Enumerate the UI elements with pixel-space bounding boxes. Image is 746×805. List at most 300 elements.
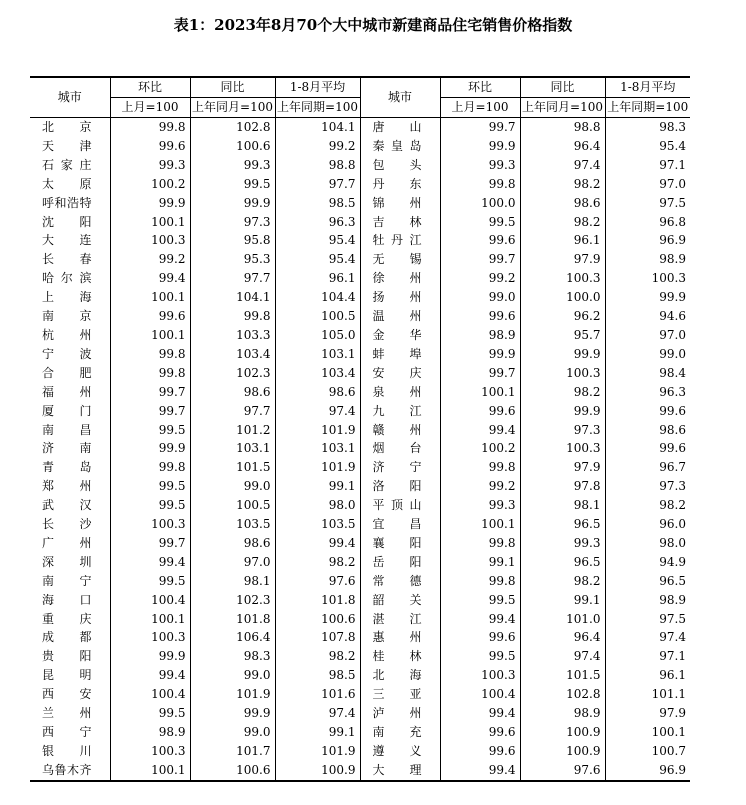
mom-value-right: 99.2 bbox=[440, 269, 520, 288]
avg-value-left: 99.4 bbox=[275, 534, 360, 553]
mom-value-right: 99.8 bbox=[440, 458, 520, 477]
city-name-left: 青岛 bbox=[42, 460, 92, 475]
city-name-right: 襄阳 bbox=[360, 534, 440, 553]
yoy-value-right: 102.8 bbox=[520, 685, 605, 704]
table-row bbox=[30, 213, 690, 232]
city-name-left: 沈阳 bbox=[42, 214, 92, 229]
avg-value-right: 98.2 bbox=[605, 496, 690, 515]
yoy-value-right: 100.0 bbox=[520, 288, 605, 307]
table-row bbox=[30, 402, 690, 421]
city-name-right: 泸州 bbox=[360, 704, 440, 723]
table-row bbox=[30, 553, 690, 572]
yoy-value-left: 99.9 bbox=[190, 704, 275, 723]
avg-header-left: 1-8月平均 bbox=[275, 77, 360, 98]
table-row bbox=[30, 477, 690, 496]
yoy-value-left: 102.8 bbox=[190, 118, 275, 137]
city-name-right: 锦州 bbox=[360, 194, 440, 213]
mom-value-left: 100.3 bbox=[110, 515, 190, 534]
avg-value-right: 100.7 bbox=[605, 742, 690, 761]
mom-value-left: 99.8 bbox=[110, 458, 190, 477]
mom-value-left: 99.8 bbox=[110, 118, 190, 137]
yoy-value-left: 98.1 bbox=[190, 572, 275, 591]
mom-value-right: 98.9 bbox=[440, 326, 520, 345]
mom-value-right: 99.9 bbox=[440, 137, 520, 156]
mom-value-right: 99.8 bbox=[440, 175, 520, 194]
avg-value-right: 99.9 bbox=[605, 288, 690, 307]
yoy-value-left: 101.7 bbox=[190, 742, 275, 761]
yoy-base-right: 上年同月=100 bbox=[520, 98, 605, 118]
yoy-value-left: 99.0 bbox=[190, 477, 275, 496]
yoy-value-right: 97.8 bbox=[520, 477, 605, 496]
avg-value-right: 95.4 bbox=[605, 137, 690, 156]
city-name-right: 桂林 bbox=[360, 647, 440, 666]
city-name-left: 成都 bbox=[42, 630, 92, 645]
avg-value-right: 97.5 bbox=[605, 194, 690, 213]
city-name-left: 西安 bbox=[42, 687, 92, 702]
avg-value-left: 96.3 bbox=[275, 213, 360, 232]
avg-value-right: 97.3 bbox=[605, 477, 690, 496]
table-row bbox=[30, 231, 690, 250]
table-row bbox=[30, 723, 690, 742]
mom-value-right: 99.0 bbox=[440, 288, 520, 307]
yoy-value-left: 104.1 bbox=[190, 288, 275, 307]
yoy-base-left: 上年同月=100 bbox=[190, 98, 275, 118]
city-name-right: 烟台 bbox=[360, 439, 440, 458]
avg-value-right: 100.3 bbox=[605, 269, 690, 288]
avg-value-left: 101.6 bbox=[275, 685, 360, 704]
mom-value-left: 100.1 bbox=[110, 326, 190, 345]
table-row bbox=[30, 685, 690, 704]
city-name-left: 哈尔滨 bbox=[42, 271, 92, 286]
avg-value-left: 98.6 bbox=[275, 383, 360, 402]
mom-value-right: 99.5 bbox=[440, 213, 520, 232]
mom-value-left: 99.3 bbox=[110, 156, 190, 175]
mom-value-left: 99.5 bbox=[110, 704, 190, 723]
yoy-value-right: 96.4 bbox=[520, 628, 605, 647]
avg-value-right: 97.5 bbox=[605, 610, 690, 629]
avg-value-right: 97.0 bbox=[605, 175, 690, 194]
city-name-left: 济南 bbox=[42, 441, 92, 456]
city-name-right: 三亚 bbox=[360, 685, 440, 704]
avg-value-left: 98.2 bbox=[275, 553, 360, 572]
avg-value-left: 98.5 bbox=[275, 666, 360, 685]
table-body bbox=[30, 118, 690, 781]
yoy-value-left: 99.8 bbox=[190, 307, 275, 326]
avg-value-right: 98.9 bbox=[605, 591, 690, 610]
mom-value-left: 100.1 bbox=[110, 610, 190, 629]
mom-value-right: 100.1 bbox=[440, 383, 520, 402]
avg-value-left: 100.9 bbox=[275, 761, 360, 781]
city-name-left: 石家庄 bbox=[42, 157, 92, 172]
mom-base-left: 上月=100 bbox=[110, 98, 190, 118]
mom-value-left: 100.1 bbox=[110, 288, 190, 307]
mom-value-left: 99.8 bbox=[110, 364, 190, 383]
avg-value-right: 98.9 bbox=[605, 250, 690, 269]
yoy-value-right: 101.5 bbox=[520, 666, 605, 685]
city-name-right: 包头 bbox=[360, 156, 440, 175]
yoy-value-left: 103.5 bbox=[190, 515, 275, 534]
city-name-right: 遵义 bbox=[360, 742, 440, 761]
avg-value-left: 97.4 bbox=[275, 402, 360, 421]
city-name-left: 昆明 bbox=[42, 668, 92, 683]
table-row bbox=[30, 364, 690, 383]
table-row bbox=[30, 628, 690, 647]
avg-value-right: 96.5 bbox=[605, 572, 690, 591]
mom-value-right: 99.6 bbox=[440, 723, 520, 742]
yoy-value-left: 97.7 bbox=[190, 269, 275, 288]
city-name-left: 呼和浩特 bbox=[42, 195, 92, 210]
city-name-left: 厦门 bbox=[42, 403, 92, 418]
city-name-left: 杭州 bbox=[42, 327, 92, 342]
mom-value-right: 100.4 bbox=[440, 685, 520, 704]
table-row bbox=[30, 534, 690, 553]
avg-value-right: 94.6 bbox=[605, 307, 690, 326]
city-name-right: 洛阳 bbox=[360, 477, 440, 496]
avg-base-right: 上年同期=100 bbox=[605, 98, 690, 118]
city-name-left: 南昌 bbox=[42, 422, 92, 437]
yoy-value-right: 96.1 bbox=[520, 231, 605, 250]
avg-value-left: 104.4 bbox=[275, 288, 360, 307]
city-name-right: 无锡 bbox=[360, 250, 440, 269]
avg-value-right: 96.0 bbox=[605, 515, 690, 534]
city-name-right: 牡丹江 bbox=[360, 231, 440, 250]
yoy-value-right: 96.5 bbox=[520, 553, 605, 572]
avg-value-left: 104.1 bbox=[275, 118, 360, 137]
mom-value-left: 99.5 bbox=[110, 421, 190, 440]
table-row bbox=[30, 326, 690, 345]
city-name-left: 乌鲁木齐 bbox=[30, 761, 110, 781]
city-name-right: 丹东 bbox=[360, 175, 440, 194]
avg-value-right: 98.0 bbox=[605, 534, 690, 553]
yoy-value-right: 95.7 bbox=[520, 326, 605, 345]
city-name-right: 泉州 bbox=[360, 383, 440, 402]
city-name-right: 常德 bbox=[360, 572, 440, 591]
city-name-left: 郑州 bbox=[42, 479, 92, 494]
yoy-value-left: 99.3 bbox=[190, 156, 275, 175]
table-row bbox=[30, 288, 690, 307]
mom-value-left: 99.5 bbox=[110, 572, 190, 591]
table-row bbox=[30, 194, 690, 213]
avg-value-left: 103.1 bbox=[275, 439, 360, 458]
city-name-left: 银川 bbox=[42, 743, 92, 758]
table-row bbox=[30, 610, 690, 629]
mom-value-left: 99.4 bbox=[110, 269, 190, 288]
mom-value-right: 99.4 bbox=[440, 704, 520, 723]
mom-value-left: 99.2 bbox=[110, 250, 190, 269]
mom-value-left: 100.3 bbox=[110, 628, 190, 647]
yoy-value-left: 106.4 bbox=[190, 628, 275, 647]
avg-value-right: 96.9 bbox=[605, 761, 690, 781]
mom-value-left: 99.4 bbox=[110, 553, 190, 572]
mom-value-right: 99.6 bbox=[440, 742, 520, 761]
yoy-value-right: 96.4 bbox=[520, 137, 605, 156]
mom-value-right: 100.2 bbox=[440, 439, 520, 458]
mom-value-left: 100.3 bbox=[110, 231, 190, 250]
avg-value-right: 97.1 bbox=[605, 156, 690, 175]
avg-value-right: 96.3 bbox=[605, 383, 690, 402]
yoy-value-left: 99.9 bbox=[190, 194, 275, 213]
city-name-left: 重庆 bbox=[42, 611, 92, 626]
mom-value-left: 99.5 bbox=[110, 477, 190, 496]
yoy-value-right: 96.2 bbox=[520, 307, 605, 326]
yoy-value-left: 97.7 bbox=[190, 402, 275, 421]
city-name-left: 长沙 bbox=[42, 517, 92, 532]
avg-value-left: 98.2 bbox=[275, 647, 360, 666]
avg-value-right: 98.6 bbox=[605, 421, 690, 440]
yoy-value-left: 98.6 bbox=[190, 383, 275, 402]
yoy-value-left: 99.5 bbox=[190, 175, 275, 194]
avg-value-left: 97.6 bbox=[275, 572, 360, 591]
price-index-table bbox=[30, 76, 690, 782]
avg-base-left: 上年同期=100 bbox=[275, 98, 360, 118]
mom-value-right: 99.2 bbox=[440, 477, 520, 496]
avg-value-left: 98.8 bbox=[275, 156, 360, 175]
mom-value-right: 99.8 bbox=[440, 572, 520, 591]
table-row bbox=[30, 761, 690, 781]
table-row bbox=[30, 421, 690, 440]
yoy-value-right: 100.9 bbox=[520, 742, 605, 761]
avg-value-left: 100.6 bbox=[275, 610, 360, 629]
mom-value-left: 99.5 bbox=[110, 496, 190, 515]
yoy-value-left: 99.0 bbox=[190, 723, 275, 742]
city-name-right: 九江 bbox=[360, 402, 440, 421]
avg-value-right: 96.8 bbox=[605, 213, 690, 232]
mom-value-left: 99.9 bbox=[110, 647, 190, 666]
yoy-value-right: 98.9 bbox=[520, 704, 605, 723]
avg-value-left: 100.5 bbox=[275, 307, 360, 326]
table-row bbox=[30, 742, 690, 761]
mom-value-right: 99.5 bbox=[440, 647, 520, 666]
mom-value-right: 99.7 bbox=[440, 364, 520, 383]
avg-value-left: 97.4 bbox=[275, 704, 360, 723]
avg-value-left: 98.0 bbox=[275, 496, 360, 515]
mom-header-left: 环比 bbox=[110, 77, 190, 98]
avg-value-right: 97.0 bbox=[605, 326, 690, 345]
yoy-value-left: 98.3 bbox=[190, 647, 275, 666]
table-row bbox=[30, 137, 690, 156]
yoy-value-right: 100.3 bbox=[520, 364, 605, 383]
avg-value-left: 99.2 bbox=[275, 137, 360, 156]
city-name-right: 扬州 bbox=[360, 288, 440, 307]
yoy-value-right: 98.1 bbox=[520, 496, 605, 515]
city-name-left: 深圳 bbox=[42, 554, 92, 569]
yoy-value-right: 99.9 bbox=[520, 345, 605, 364]
yoy-value-right: 98.6 bbox=[520, 194, 605, 213]
city-name-left: 武汉 bbox=[42, 498, 92, 513]
table-row bbox=[30, 269, 690, 288]
avg-value-left: 101.9 bbox=[275, 458, 360, 477]
avg-value-right: 99.0 bbox=[605, 345, 690, 364]
city-name-right: 韶关 bbox=[360, 591, 440, 610]
yoy-value-right: 98.2 bbox=[520, 175, 605, 194]
yoy-value-left: 98.6 bbox=[190, 534, 275, 553]
mom-value-right: 99.4 bbox=[440, 610, 520, 629]
yoy-value-right: 97.9 bbox=[520, 458, 605, 477]
avg-value-left: 107.8 bbox=[275, 628, 360, 647]
yoy-value-left: 103.3 bbox=[190, 326, 275, 345]
avg-value-right: 97.9 bbox=[605, 704, 690, 723]
mom-value-right: 99.6 bbox=[440, 307, 520, 326]
table-row bbox=[30, 156, 690, 175]
avg-value-left: 103.4 bbox=[275, 364, 360, 383]
yoy-value-left: 95.3 bbox=[190, 250, 275, 269]
yoy-value-right: 99.9 bbox=[520, 402, 605, 421]
avg-value-right: 94.9 bbox=[605, 553, 690, 572]
city-name-left: 贵阳 bbox=[42, 649, 92, 664]
avg-value-right: 97.1 bbox=[605, 647, 690, 666]
city-name-right: 大理 bbox=[360, 761, 440, 781]
avg-value-left: 98.5 bbox=[275, 194, 360, 213]
avg-value-right: 98.4 bbox=[605, 364, 690, 383]
city-name-left: 广州 bbox=[42, 535, 92, 550]
yoy-value-left: 103.1 bbox=[190, 439, 275, 458]
city-name-left: 合肥 bbox=[42, 365, 92, 380]
city-name-left: 海口 bbox=[42, 592, 92, 607]
yoy-value-right: 97.9 bbox=[520, 250, 605, 269]
city-name-right: 惠州 bbox=[360, 628, 440, 647]
city-name-left: 长春 bbox=[42, 252, 92, 267]
mom-value-right: 99.9 bbox=[440, 345, 520, 364]
yoy-value-left: 100.5 bbox=[190, 496, 275, 515]
city-name-right: 北海 bbox=[360, 666, 440, 685]
mom-value-right: 99.8 bbox=[440, 534, 520, 553]
city-header-right: 城市 bbox=[360, 77, 440, 118]
mom-value-left: 99.8 bbox=[110, 345, 190, 364]
table-row bbox=[30, 383, 690, 402]
mom-value-right: 99.7 bbox=[440, 118, 520, 137]
mom-header-right: 环比 bbox=[440, 77, 520, 98]
table-row bbox=[30, 591, 690, 610]
mom-value-right: 99.6 bbox=[440, 231, 520, 250]
mom-value-left: 100.1 bbox=[110, 761, 190, 781]
yoy-value-right: 99.3 bbox=[520, 534, 605, 553]
city-name-right: 济宁 bbox=[360, 458, 440, 477]
avg-value-right: 97.4 bbox=[605, 628, 690, 647]
mom-value-left: 99.4 bbox=[110, 666, 190, 685]
yoy-value-left: 103.4 bbox=[190, 345, 275, 364]
yoy-value-right: 101.0 bbox=[520, 610, 605, 629]
yoy-value-left: 102.3 bbox=[190, 591, 275, 610]
city-name-right: 秦皇岛 bbox=[360, 137, 440, 156]
city-name-right: 吉林 bbox=[360, 213, 440, 232]
table-row bbox=[30, 439, 690, 458]
city-name-left: 西宁 bbox=[42, 725, 92, 739]
city-name-right: 南充 bbox=[360, 723, 440, 742]
city-name-right: 湛江 bbox=[360, 610, 440, 629]
city-name-right: 金华 bbox=[360, 326, 440, 345]
mom-value-right: 99.3 bbox=[440, 156, 520, 175]
mom-value-right: 99.6 bbox=[440, 628, 520, 647]
avg-value-left: 101.9 bbox=[275, 742, 360, 761]
yoy-value-left: 101.8 bbox=[190, 610, 275, 629]
city-name-left: 宁波 bbox=[42, 346, 92, 361]
yoy-value-left: 97.3 bbox=[190, 213, 275, 232]
table-row bbox=[30, 307, 690, 326]
mom-value-left: 99.7 bbox=[110, 383, 190, 402]
mom-base-right: 上月=100 bbox=[440, 98, 520, 118]
yoy-value-left: 99.0 bbox=[190, 666, 275, 685]
mom-value-right: 100.0 bbox=[440, 194, 520, 213]
yoy-value-left: 101.5 bbox=[190, 458, 275, 477]
mom-value-left: 99.6 bbox=[110, 307, 190, 326]
table-row bbox=[30, 118, 690, 137]
yoy-value-left: 102.3 bbox=[190, 364, 275, 383]
mom-value-right: 99.5 bbox=[440, 591, 520, 610]
mom-value-left: 100.2 bbox=[110, 175, 190, 194]
yoy-value-right: 98.2 bbox=[520, 572, 605, 591]
avg-value-right: 98.3 bbox=[605, 118, 690, 137]
mom-value-right: 99.4 bbox=[440, 421, 520, 440]
mom-value-right: 99.4 bbox=[440, 761, 520, 781]
city-name-right: 赣州 bbox=[360, 421, 440, 440]
avg-value-left: 103.5 bbox=[275, 515, 360, 534]
mom-value-right: 100.1 bbox=[440, 515, 520, 534]
avg-value-left: 103.1 bbox=[275, 345, 360, 364]
city-name-right: 蚌埠 bbox=[360, 345, 440, 364]
table-row bbox=[30, 496, 690, 515]
avg-value-right: 96.7 bbox=[605, 458, 690, 477]
yoy-value-left: 100.6 bbox=[190, 137, 275, 156]
yoy-value-right: 98.2 bbox=[520, 383, 605, 402]
yoy-value-right: 100.3 bbox=[520, 439, 605, 458]
yoy-value-right: 99.1 bbox=[520, 591, 605, 610]
avg-value-left: 99.1 bbox=[275, 723, 360, 742]
avg-value-left: 105.0 bbox=[275, 326, 360, 345]
table-row bbox=[30, 647, 690, 666]
table-row bbox=[30, 515, 690, 534]
mom-value-left: 99.6 bbox=[110, 137, 190, 156]
avg-value-left: 99.1 bbox=[275, 477, 360, 496]
city-name-left: 上海 bbox=[42, 290, 92, 305]
mom-value-right: 99.7 bbox=[440, 250, 520, 269]
table-row bbox=[30, 458, 690, 477]
yoy-value-right: 96.5 bbox=[520, 515, 605, 534]
city-name-left: 南京 bbox=[42, 309, 92, 324]
avg-value-left: 97.7 bbox=[275, 175, 360, 194]
table-row bbox=[30, 572, 690, 591]
mom-value-left: 99.9 bbox=[110, 439, 190, 458]
avg-value-right: 100.1 bbox=[605, 723, 690, 742]
mom-value-right: 99.1 bbox=[440, 553, 520, 572]
city-name-right: 岳阳 bbox=[360, 553, 440, 572]
yoy-header-left: 同比 bbox=[190, 77, 275, 98]
yoy-value-right: 97.3 bbox=[520, 421, 605, 440]
mom-value-left: 99.7 bbox=[110, 534, 190, 553]
city-name-left: 大连 bbox=[42, 233, 92, 248]
yoy-value-left: 101.2 bbox=[190, 421, 275, 440]
yoy-value-right: 100.3 bbox=[520, 269, 605, 288]
table-title: 表1：2023年8月70个大中城市新建商品住宅销售价格指数 bbox=[173, 16, 573, 34]
avg-value-right: 99.6 bbox=[605, 402, 690, 421]
city-name-right: 唐山 bbox=[360, 118, 440, 137]
city-name-right: 平顶山 bbox=[360, 496, 440, 515]
table-row bbox=[30, 250, 690, 269]
avg-value-left: 101.9 bbox=[275, 421, 360, 440]
city-name-right: 宜昌 bbox=[360, 515, 440, 534]
mom-value-left: 100.3 bbox=[110, 742, 190, 761]
mom-value-right: 99.6 bbox=[440, 402, 520, 421]
yoy-value-right: 97.4 bbox=[520, 647, 605, 666]
avg-value-right: 99.6 bbox=[605, 439, 690, 458]
city-name-left: 天津 bbox=[42, 138, 92, 153]
city-name-right: 安庆 bbox=[360, 364, 440, 383]
avg-value-left: 101.8 bbox=[275, 591, 360, 610]
avg-value-left: 95.4 bbox=[275, 231, 360, 250]
mom-value-right: 99.3 bbox=[440, 496, 520, 515]
avg-value-right: 96.9 bbox=[605, 231, 690, 250]
yoy-value-left: 100.6 bbox=[190, 761, 275, 781]
city-name-left: 兰州 bbox=[42, 706, 92, 721]
